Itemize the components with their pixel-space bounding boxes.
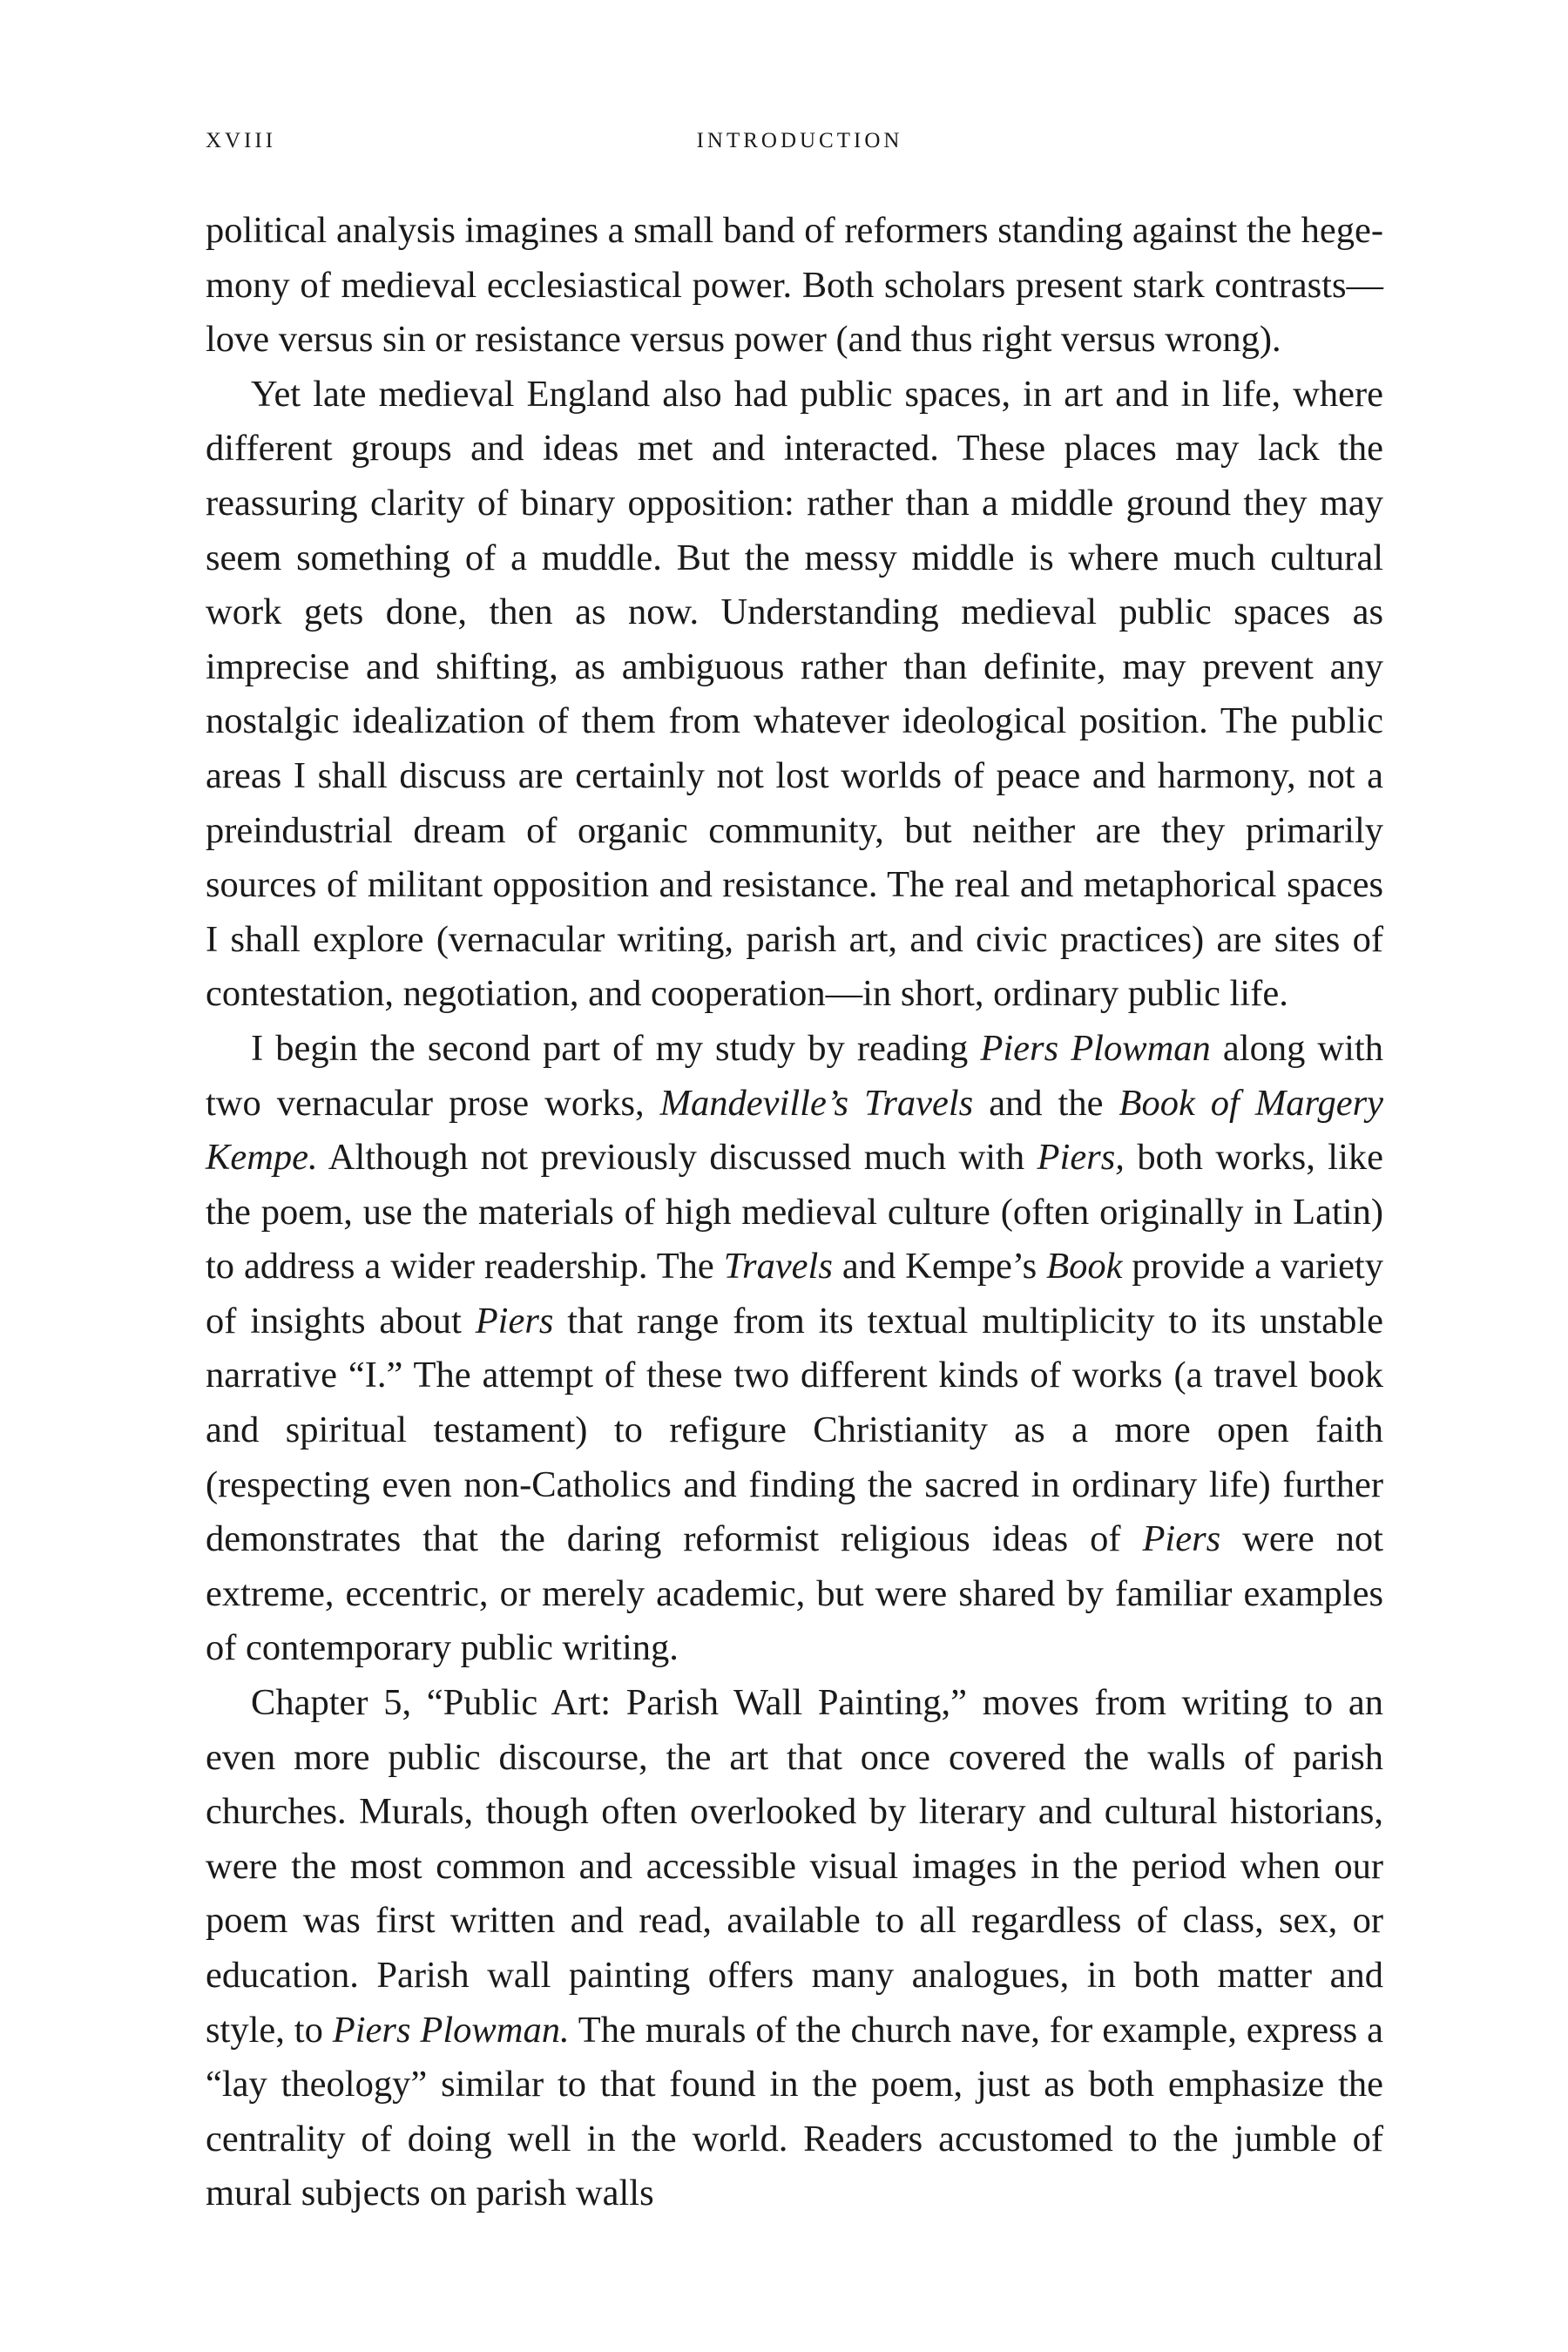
text-segment: I begin the second part of my study by reading	[251, 1027, 981, 1069]
italic-title: Piers Plowman	[980, 1027, 1211, 1069]
text-segment: Although not previously discussed much with	[317, 1137, 1037, 1179]
italic-title: Book of Margery Kempe.	[206, 1082, 1383, 1179]
text-segment: that range from its textual multiplicity to its unstable narrative “I.” The attempt of these two different kinds of works (a travel book and spiritual testament) to refigure Christianity as a more open faith (respecting even non-Catholics and finding the sacred in ordinary life) further demonstrates that the daring reformist religious ideas of	[206, 1300, 1383, 1560]
italic-title: Piers Plowman.	[332, 2009, 570, 2051]
paragraph-1	[206, 204, 1383, 368]
text-segment: and Kempe’s	[832, 1246, 1047, 1288]
paragraph-3	[206, 1022, 1383, 1676]
text-segment: were not extreme, eccentric, or merely academic, but were shared by familiar examples of contemporary public writing.	[206, 1518, 1383, 1669]
paragraph-2	[206, 368, 1383, 1022]
italic-title: Piers,	[1037, 1137, 1125, 1179]
text-segment: The murals of the church nave, for example, express a “lay theology” similar to that found in the poem, just as both emphasize the centrality of doing well in the world. Readers accustomed to the jumble of mural subjects on parish walls	[206, 2009, 1383, 2214]
italic-title: Piers	[475, 1300, 554, 1342]
italic-title: Book	[1046, 1246, 1123, 1288]
running-title: INTRODUCTION	[696, 129, 903, 152]
text-segment: along with two vernacular prose works,	[206, 1027, 1383, 1124]
text-segment: Yet late medieval England also had public spaces, in art and in life, where different groups and ideas met and interacted. These places may lack the reassuring clarity of binary opposition: rather than a middle ground they may seem something of a muddle. But the messy middle is where much cultural work gets done, then as now. Understanding medieval public spaces as imprecise and shifting, as ambiguous rather than definite, may prevent any nostalgic idealization of them from whatever ideological position. The public areas I shall discuss are certainly not lost worlds of peace and harmony, not a preindustrial dream of organic community, but neither are they primarily sources of militant opposition and resistance. The real and metaphorical spaces I shall explore (vernacular writing, parish art, and civic practices) are sites of contestation, negotiation, and cooperation—in short, ordinary public life.	[206, 373, 1383, 1015]
page-number: XVIII	[206, 129, 277, 152]
italic-title: Travels	[723, 1246, 833, 1288]
text-segment: and the	[973, 1082, 1119, 1124]
text-segment: both works, like the poem, use the materials of high medieval culture (often originally in Latin) to address a wider readership. The	[206, 1137, 1383, 1288]
paragraph-4	[206, 1676, 1383, 2221]
italic-title: Piers	[1142, 1518, 1221, 1560]
text-segment: provide a variety of insights about	[206, 1246, 1383, 1342]
body-text	[206, 204, 1383, 2221]
text-segment: political analysis imagines a small band of reformers standing against the hegemony of medieval ecclesiastical power. Both scholars present stark contrasts—love versus sin or resistance versus power (and thus right versus wrong).	[206, 210, 1383, 361]
running-head	[206, 129, 1383, 164]
italic-title: Mandeville’s Travels	[659, 1082, 974, 1124]
text-segment: Chapter 5, “Public Art: Parish Wall Painting,” moves from writing to an even more public discourse, the art that once covered the walls of parish churches. Murals, though often overlooked by literary and cultural historians, were the most common and accessible visual images in the period when our poem was first written and read, available to all regardless of class, sex, or education. Parish wall painting offers many analogues, in both matter and style, to	[206, 1682, 1383, 2051]
